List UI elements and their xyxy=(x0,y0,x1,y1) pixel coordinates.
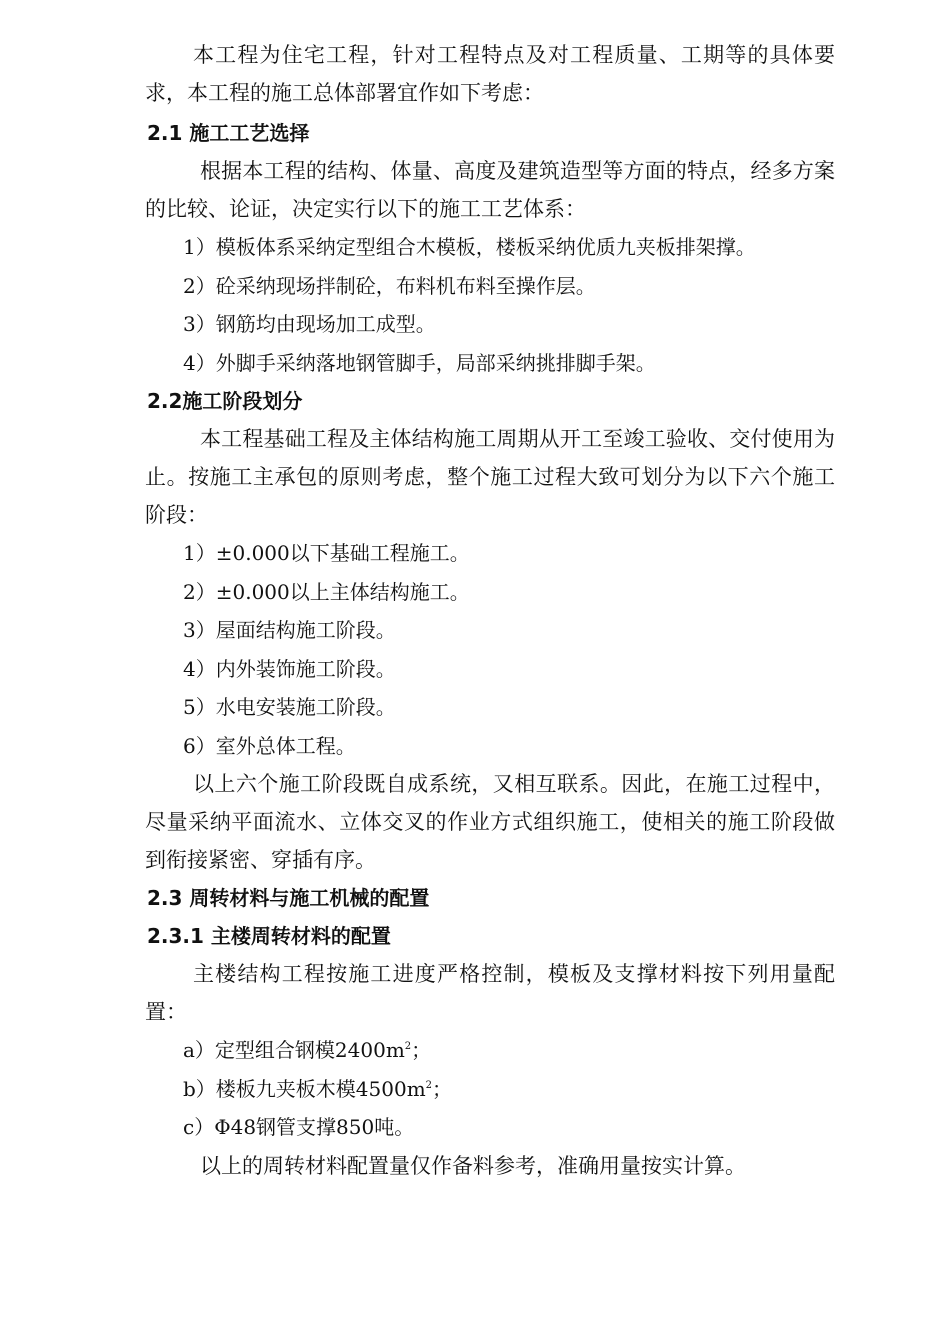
list-item xyxy=(145,1031,835,1070)
list-item: 3）钢筋均由现场加工成型。 xyxy=(183,312,436,336)
intro-paragraph: 本工程为住宅工程，针对工程特点及对工程质量、工期等的具体要求，本工程的施工总体部署宜作如下考虑： xyxy=(145,43,835,105)
section-heading-2-2: 2.2施工阶段划分 xyxy=(147,389,303,413)
section-2-2-paragraph: 本工程基础工程及主体结构施工周期从开工至竣工验收、交付使用为止。按施工主承包的原则考虑，整个施工过程大致可划分为以下六个施工阶段： xyxy=(145,427,835,527)
list-item: 1）±0.000以下基础工程施工。 xyxy=(183,541,470,565)
list-item xyxy=(145,1070,835,1109)
superscript: 2 xyxy=(425,1079,433,1091)
list-item: 4）内外装饰施工阶段。 xyxy=(183,656,396,681)
list-item-text: c）Φ48钢管支撑850吨。 xyxy=(183,1115,415,1139)
superscript: 2 xyxy=(404,1041,412,1052)
list-item: 2）砼采纳现场拌制砼，布料机布料至操作层。 xyxy=(183,273,596,298)
list-item: 1）模板体系采纳定型组合木模板，楼板采纳优质九夹板排架撑。 xyxy=(183,235,756,259)
section-2-3-1-paragraph: 主楼结构工程按施工进度严格控制，模板及支撑材料按下列用量配置： xyxy=(145,962,835,1024)
list-item-text: b）楼板九夹板木模4500m xyxy=(183,1076,426,1101)
list-item: 4）外脚手采纳落地钢管脚手，局部采纳挑排脚手架。 xyxy=(183,350,656,375)
section-heading-2-1: 2.1 施工工艺选择 xyxy=(147,121,310,145)
section-2-2-closing-paragraph: 以上六个施工阶段既自成系统，又相互联系。因此，在施工过程中，尽量采纳平面流水、立体交叉的作业方式组织施工，使相关的施工阶段做到衔接紧密、穿插有序。 xyxy=(145,772,835,872)
section-heading-2-3: 2.3 周转材料与施工机械的配置 xyxy=(147,886,430,910)
subsection-heading-2-3-1: 2.3.1 主楼周转材料的配置 xyxy=(147,924,391,948)
section-2-1-paragraph: 根据本工程的结构、体量、高度及建筑造型等方面的特点，经多方案的比较、论证，决定实行以下的施工工艺体系： xyxy=(145,159,835,221)
list-item: 6）室外总体工程。 xyxy=(183,733,356,758)
list-item xyxy=(145,1108,835,1147)
section-2-3-1-closing-paragraph: 以上的周转材料配置量仅作备料参考，准确用量按实计算。 xyxy=(200,1153,746,1178)
document-body xyxy=(145,36,835,1185)
list-item-tail: ； xyxy=(411,1038,432,1062)
list-item-tail: ； xyxy=(432,1076,453,1101)
list-item: 2）±0.000以上主体结构施工。 xyxy=(183,579,470,604)
list-item: 5）水电安装施工阶段。 xyxy=(183,695,396,719)
list-item-text: a）定型组合钢模2400m xyxy=(183,1038,405,1062)
list-item: 3）屋面结构施工阶段。 xyxy=(183,618,396,642)
